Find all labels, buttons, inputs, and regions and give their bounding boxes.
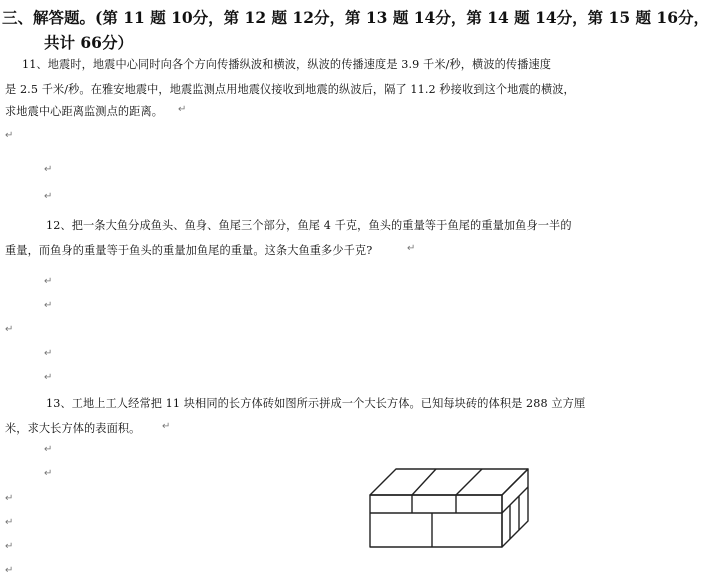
paragraph-mark-icon: ↵ — [44, 300, 53, 311]
paragraph-mark-icon: ↵ — [44, 276, 53, 287]
q11-line-1: 11、地震时，地震中心同时向各个方向传播纵波和横波，纵波的传播速度是 3.9 千米/秒，横波的传播速度 — [22, 58, 552, 71]
q12-line-2: 重量，而鱼身的重量等于鱼头的重量加鱼尾的重量。这条大鱼重多少千克? — [5, 244, 373, 257]
paragraph-mark-icon: ↵ — [44, 191, 53, 202]
section-heading-total: 共计 66分） — [44, 33, 133, 52]
q11-line-2: 是 2.5 千米/秒。在雅安地震中，地震监测点用地震仪接收到地震的纵波后，隔了 11.2 秒接收到这个地震的横波， — [5, 83, 575, 96]
paragraph-mark-icon: ↵ — [5, 565, 14, 576]
paragraph-mark-icon: ↵ — [44, 372, 53, 383]
paragraph-mark-icon: ↵ — [44, 444, 53, 455]
q11-line-3: 求地震中心距离监测点的距离。 — [5, 105, 164, 118]
paragraph-mark-icon: ↵ — [44, 348, 53, 359]
paragraph-mark-icon: ↵ — [162, 421, 171, 432]
paragraph-mark-icon: ↵ — [44, 164, 53, 175]
paragraph-mark-icon: ↵ — [178, 104, 187, 115]
paragraph-mark-icon: ↵ — [5, 493, 14, 504]
paragraph-mark-icon: ↵ — [44, 468, 53, 479]
paragraph-mark-icon: ↵ — [5, 130, 14, 141]
section-heading: 三、解答题。(第 11 题 10分，第 12 题 12分，第 13 题 14分，第 14 题 14分，第 15 题 16分， — [2, 8, 709, 27]
paragraph-mark-icon: ↵ — [407, 243, 416, 254]
q13-line-1: 13、工地上工人经常把 11 块相同的长方体砖如图所示拼成一个大长方体。已知每块砖的体积是 288 立方厘 — [46, 397, 586, 410]
paragraph-mark-icon: ↵ — [5, 517, 14, 528]
q13-line-2: 米，求大长方体的表面积。 — [5, 422, 141, 435]
paragraph-mark-icon: ↵ — [5, 541, 14, 552]
q12-line-1: 12、把一条大鱼分成鱼头、鱼身、鱼尾三个部分，鱼尾 4 千克，鱼头的重量等于鱼尾的重量加鱼身一半的 — [46, 219, 572, 232]
brick-cuboid-figure-icon — [368, 465, 532, 550]
paragraph-mark-icon: ↵ — [5, 324, 14, 335]
